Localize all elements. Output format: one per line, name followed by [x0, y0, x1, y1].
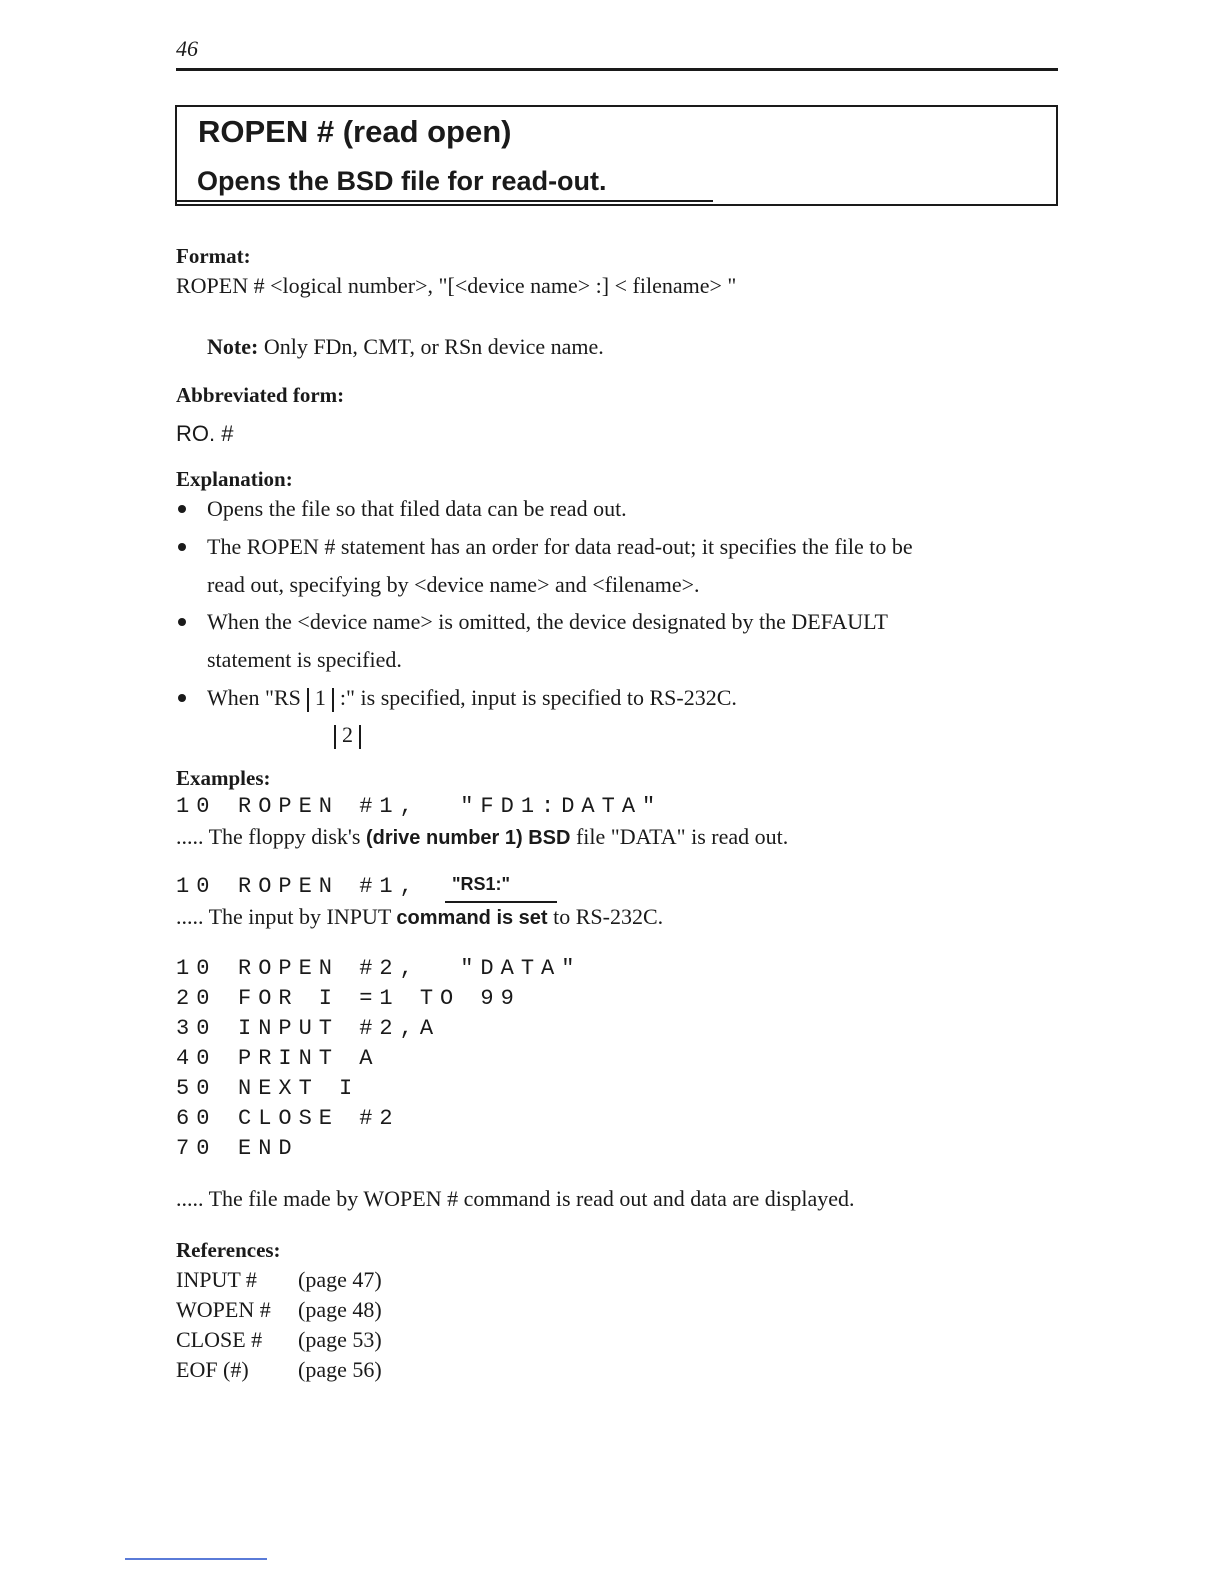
example-2-device: "RS1:": [452, 874, 511, 894]
command-title: ROPEN # (read open): [198, 114, 512, 149]
brace-left: [334, 725, 336, 749]
device-underline: [445, 901, 557, 903]
reference-name: WOPEN #: [176, 1297, 271, 1322]
line-number: 20: [176, 986, 217, 1011]
abbreviated-value: RO. #: [176, 421, 234, 446]
abbreviated-label: Abbreviated form:: [176, 383, 345, 407]
explanation-bullet-2-cont: read out, specifying by <device name> and <filename>.: [207, 572, 700, 597]
code-text: FOR I =1 TO 99: [238, 986, 521, 1011]
code-text: ROPEN #2, "DATA": [238, 956, 582, 981]
reference-name: INPUT #: [176, 1267, 257, 1292]
code-text: CLOSE #2: [238, 1106, 400, 1131]
rs-suffix: :" is specified, input is specified to RS-232C.: [339, 685, 737, 710]
desc-suffix: to RS-232C.: [553, 904, 664, 929]
bullet-icon: [178, 505, 186, 513]
listing-line: [176, 986, 521, 1011]
line-number: 10: [176, 874, 217, 899]
line-number: 70: [176, 1136, 217, 1161]
rs-option-1: 1: [314, 685, 326, 710]
example-3-desc: ..... The file made by WOPEN # command is read out and data are displayed.: [176, 1186, 855, 1211]
code-text: ROPEN #1, "FD1:DATA": [238, 794, 663, 819]
reference-item: [176, 1357, 382, 1383]
listing-line: [176, 1046, 379, 1071]
line-number: 10: [176, 956, 217, 981]
subtitle-underline: [176, 200, 713, 202]
explanation-bullet-4: [207, 685, 737, 712]
explanation-bullet-3: When the <device name> is omitted, the device designated by the DEFAULT: [207, 609, 888, 634]
bullet-icon: [178, 543, 186, 551]
format-note: [207, 334, 604, 360]
example-1-desc: [176, 824, 788, 850]
line-number: 60: [176, 1106, 217, 1131]
reference-item: [176, 1267, 382, 1293]
code-text: NEXT I: [238, 1076, 360, 1101]
desc-suffix: file "DATA" is read out.: [575, 824, 789, 849]
rs-option-2: 2: [342, 722, 353, 747]
listing-line: [176, 1106, 400, 1131]
format-label: Format:: [176, 244, 251, 268]
rs-prefix: When "RS: [207, 685, 301, 710]
reference-item: [176, 1327, 382, 1353]
bullet-icon: [178, 618, 186, 626]
explanation-label: Explanation:: [176, 467, 293, 491]
desc-bold: command is set: [396, 907, 548, 929]
footer-rule: [125, 1558, 267, 1560]
command-subtitle: Opens the BSD file for read-out.: [197, 166, 607, 196]
reference-page: (page 48): [298, 1297, 382, 1322]
rs-option-2-row: [328, 722, 367, 749]
references-label: References:: [176, 1238, 281, 1262]
desc-prefix: ..... The floppy disk's: [176, 824, 361, 849]
desc-prefix: ..... The input by INPUT: [176, 904, 391, 929]
example-1-code: [176, 794, 662, 819]
reference-page: (page 56): [298, 1357, 382, 1382]
brace-left: [307, 688, 309, 712]
code-text: PRINT A: [238, 1046, 380, 1071]
reference-page: (page 53): [298, 1327, 382, 1352]
reference-item: [176, 1297, 382, 1323]
example-2-desc: [176, 904, 663, 930]
bullet-icon: [178, 694, 186, 702]
line-number: 10: [176, 794, 217, 819]
explanation-bullet-2: The ROPEN # statement has an order for data read-out; it specifies the file to be: [207, 534, 913, 559]
listing-line: [176, 956, 581, 981]
note-label: Note:: [207, 334, 259, 359]
line-number: 30: [176, 1016, 217, 1041]
code-text: END: [238, 1136, 299, 1161]
header-rule: [176, 68, 1058, 71]
code-text: ROPEN #1,: [238, 874, 420, 899]
reference-name: CLOSE #: [176, 1327, 263, 1352]
examples-label: Examples:: [176, 766, 271, 790]
listing-line: [176, 1016, 440, 1041]
line-number: 40: [176, 1046, 217, 1071]
brace-right: [332, 688, 334, 712]
listing-line: [176, 1076, 359, 1101]
example-2-code: [176, 874, 420, 899]
reference-name: EOF (#): [176, 1357, 249, 1382]
line-number: 50: [176, 1076, 217, 1101]
reference-page: (page 47): [298, 1267, 382, 1292]
format-syntax: ROPEN # <logical number>, "[<device name> :] < filename> ": [176, 273, 737, 298]
listing-line: [176, 1136, 299, 1161]
explanation-bullet-1: Opens the file so that filed data can be read out.: [207, 496, 627, 521]
desc-bold: (drive number 1) BSD: [365, 827, 571, 849]
note-text: Only FDn, CMT, or RSn device name.: [263, 334, 604, 359]
brace-right: [359, 725, 361, 749]
page-number: 46: [176, 36, 198, 61]
explanation-bullet-3-cont: statement is specified.: [207, 647, 402, 672]
code-text: INPUT #2,A: [238, 1016, 441, 1041]
